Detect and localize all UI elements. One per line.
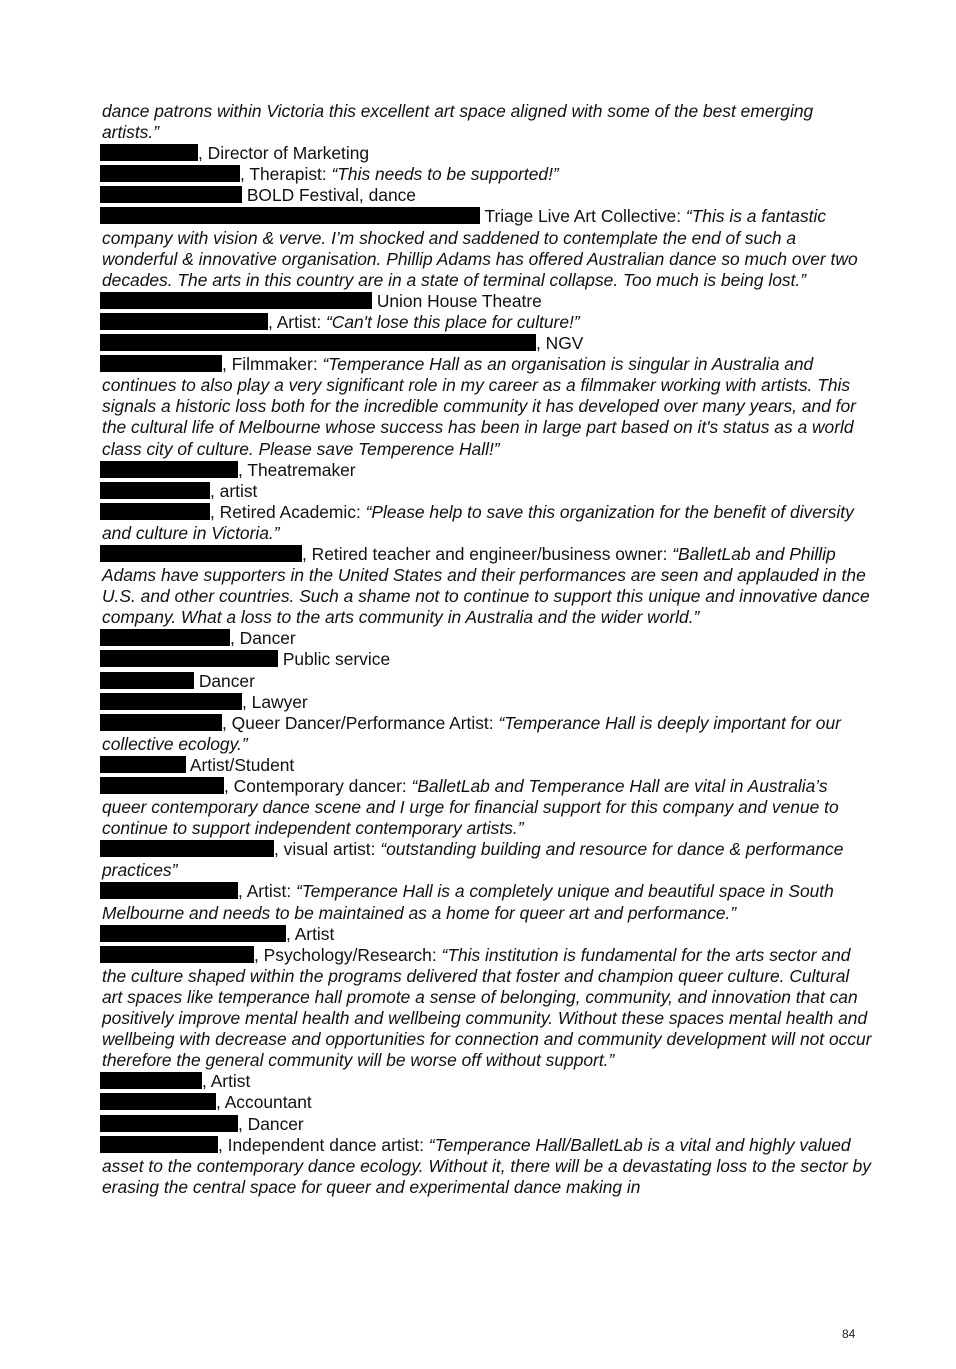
page-number: 84 — [842, 1327, 856, 1341]
commenter-role: Dancer — [194, 670, 255, 691]
testimonial-entry — [102, 206, 872, 290]
redacted-name-bar — [100, 207, 480, 224]
redacted-name-bar — [100, 313, 268, 330]
testimonial-quote: “Temperance Hall/BalletLab is a vital and highly valued asset to the contemporary dance ecology. Without it, there will be a devastating loss to the sector by erasing the central space for queer and experimental dance making in — [102, 1134, 871, 1197]
redacted-name-bar — [100, 165, 240, 182]
redacted-name-bar — [100, 482, 210, 499]
commenter-role: , Independent dance artist: — [218, 1134, 429, 1155]
testimonial-entry — [102, 143, 872, 164]
commenter-role: BOLD Festival, dance — [242, 185, 416, 206]
testimonial-quote: “Temperance Hall as an organisation is singular in Australia and continues to also play a very significant role in my career as a filmmaker working with artists. This signals a historic loss both for the incredible community it has developed over many years, and for the cultural life of Melbourne whose success has been in large part based on it's status as a world class city of culture. Please save Temperence Hall!” — [102, 354, 856, 459]
redacted-name-bar — [100, 650, 278, 667]
commenter-role: Artist/Student — [186, 754, 295, 775]
testimonial-quote: “BalletLab and Temperance Hall are vital in Australia’s queer contemporary dance scene and I urge for financial support for this company and venue to continue to support independent contemporary artists.” — [102, 776, 839, 839]
commenter-role: Public service — [278, 649, 391, 670]
commenter-role: , Director of Marketing — [198, 143, 370, 164]
redacted-name-bar — [100, 840, 274, 857]
testimonial-entry — [102, 776, 872, 839]
testimonial-entry — [102, 481, 872, 502]
commenter-role: , Queer Dancer/Performance Artist: — [222, 712, 499, 733]
redacted-name-bar — [100, 714, 222, 731]
testimonial-quote: “Please help to save this organization for the benefit of diversity and culture in Victoria.” — [102, 501, 854, 543]
redacted-name-bar — [100, 186, 242, 203]
commenter-role: , Artist — [286, 923, 335, 944]
redacted-name-bar — [100, 355, 222, 372]
testimonial-entry — [102, 692, 872, 713]
document-body — [102, 101, 872, 1198]
redacted-name-bar — [100, 946, 254, 963]
commenter-role: , Psychology/Research: — [254, 944, 442, 965]
commenter-role: , Artist: — [268, 311, 326, 332]
testimonial-quote: “This needs to be supported!” — [331, 164, 559, 185]
redacted-name-bar — [100, 334, 536, 351]
redacted-name-bar — [100, 1093, 216, 1110]
redacted-name-bar — [100, 693, 242, 710]
redacted-name-bar — [100, 144, 198, 161]
testimonial-quote: “Can't lose this place for culture!” — [325, 311, 580, 332]
redacted-name-bar — [100, 882, 238, 899]
commenter-role: , Accountant — [216, 1092, 312, 1113]
commenter-role: , visual artist: — [274, 839, 381, 860]
commenter-role: , Retired Academic: — [210, 501, 366, 522]
testimonial-quote: “This is a fantastic company with vision & verve. I’m shocked and saddened to contemplate the end of such a wonderful & innovative organisation. Phillip Adams has offered Australian dance so much over two decades. The arts in this country are in a state of terminal collapse. Too much is being lost.” — [102, 206, 858, 290]
commenter-role: Triage Live Art Collective: — [480, 206, 686, 227]
testimonial-entry — [102, 649, 872, 670]
testimonial-quote: “outstanding building and resource for dance & performance practices” — [102, 839, 844, 881]
redacted-name-bar — [100, 503, 210, 520]
commenter-role: , artist — [210, 480, 258, 501]
redacted-name-bar — [100, 1072, 202, 1089]
redacted-name-bar — [100, 461, 238, 478]
testimonial-entry — [102, 1071, 872, 1092]
testimonial-quote: “Temperance Hall is deeply important for our collective ecology.” — [102, 712, 841, 754]
testimonial-entry — [102, 460, 872, 481]
commenter-role: , Lawyer — [242, 691, 308, 712]
testimonial-entry — [102, 839, 872, 881]
testimonial-entry — [102, 502, 872, 544]
testimonial-entry — [102, 945, 872, 1072]
redacted-name-bar — [100, 1136, 218, 1153]
testimonial-entry — [102, 185, 872, 206]
testimonial-entry — [102, 628, 872, 649]
testimonial-quote: “Temperance Hall is a completely unique and beautiful space in South Melbourne and needs to be maintained as a home for queer art and performance.” — [102, 881, 834, 923]
redacted-name-bar — [100, 925, 286, 942]
testimonial-quote: “This institution is fundamental for the arts sector and the culture shaped within the programs delivered that foster and champion queer culture. Cultural art spaces like temperance hall promote a sense of belonging, community, and innovation that can positively improve mental health and wellbeing community. Without these spaces mental health and wellbeing with decrease and opportunities for connection and community development will not occur therefore the general community will be worse off without support.” — [102, 944, 872, 1071]
commenter-role: , Artist: — [238, 881, 296, 902]
redacted-name-bar — [100, 629, 230, 646]
commenter-role: , Dancer — [238, 1113, 304, 1134]
opening-quote: dance patrons within Victoria this excellent art space aligned with some of the best emerging artists.” — [102, 101, 814, 143]
commenter-role: , Artist — [202, 1071, 251, 1092]
testimonial-entry — [102, 881, 872, 923]
redacted-name-bar — [100, 1115, 238, 1132]
testimonial-entry — [102, 924, 872, 945]
redacted-name-bar — [100, 545, 302, 562]
testimonial-list — [102, 143, 872, 1198]
testimonial-entry — [102, 1135, 872, 1198]
testimonial-entry — [102, 312, 872, 333]
testimonial-entry — [102, 755, 872, 776]
commenter-role: , Theatremaker — [238, 459, 356, 480]
commenter-role: Union House Theatre — [372, 290, 542, 311]
testimonial-entry — [102, 1114, 872, 1135]
testimonial-entry — [102, 544, 872, 628]
testimonial-entry — [102, 354, 872, 459]
redacted-name-bar — [100, 292, 372, 309]
testimonial-entry — [102, 1092, 872, 1113]
commenter-role: , Retired teacher and engineer/business owner: — [302, 543, 673, 564]
commenter-role: , Contemporary dancer: — [224, 776, 412, 796]
commenter-role: , Dancer — [230, 628, 296, 649]
testimonial-entry — [102, 333, 872, 354]
testimonial-entry — [102, 291, 872, 312]
redacted-name-bar — [100, 777, 224, 794]
commenter-role: , Therapist: — [240, 164, 332, 185]
testimonial-entry — [102, 671, 872, 692]
redacted-name-bar — [100, 756, 186, 773]
commenter-role: , Filmmaker: — [222, 354, 323, 375]
commenter-role: , NGV — [536, 333, 584, 354]
testimonial-quote: “BalletLab and Phillip Adams have supporters in the United States and their performances are seen and applauded in the U.S. and other countries. Such a shame not to continue to support this unique and innovative dance company. What a loss to the arts community in Australia and the wider world.” — [102, 543, 870, 628]
testimonial-entry — [102, 164, 872, 185]
redacted-name-bar — [100, 672, 194, 689]
testimonial-entry — [102, 713, 872, 755]
